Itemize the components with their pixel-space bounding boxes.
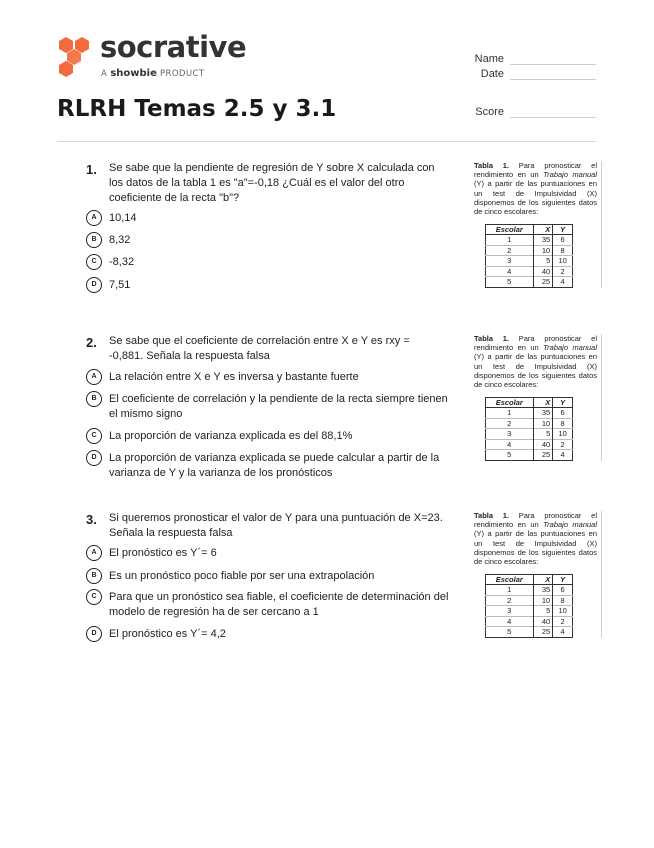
- date-label: Date: [480, 68, 504, 80]
- question-text: Se sabe que la pendiente de regresión de Y sobre X calculada con los datos de la tabla 1 es "a"=-0,18 ¿Cuál es el valor del otro coeficiente de la recta "b"?: [109, 162, 435, 204]
- data-table: [485, 397, 573, 461]
- option-text: El pronóstico es Y´= 6: [109, 547, 217, 559]
- question-text: Se sabe que el coeficiente de correlación entre X e Y es rxy = -0,881. Señala la respuesta falsa: [109, 335, 410, 362]
- option-text: Para que un pronóstico sea fiable, el coeficiente de determinación del modelo de regresión ha de ser cercano a 1: [109, 591, 449, 618]
- option-text: La proporción de varianza explicada es del 88,1%: [109, 430, 353, 442]
- table-row: [486, 418, 573, 429]
- option-bubble-icon[interactable]: D: [86, 626, 102, 642]
- question-number: 2.: [86, 335, 97, 350]
- table-row: [486, 585, 573, 596]
- table-cell: 2: [553, 616, 573, 627]
- table-cell: 4: [553, 450, 573, 461]
- table-cell: 35: [533, 408, 553, 419]
- table-cell: 5: [533, 606, 553, 617]
- table-cell: 5: [533, 429, 553, 440]
- table-cell: 1: [486, 408, 534, 419]
- table-cell: 4: [486, 266, 534, 277]
- table-row: [486, 595, 573, 606]
- option-bubble-icon[interactable]: B: [86, 391, 102, 407]
- option-bubble-icon[interactable]: D: [86, 277, 102, 293]
- name-field[interactable]: [510, 64, 596, 65]
- table-caption: Tabla 1. Para pronosticar el rendimiento en un Trabajo manual (Y) a partir de las puntuaciones en un test de Impulsividad (X) disponemos de los siguientes datos de cinco escolares:: [474, 161, 598, 217]
- table-header-cell: X: [533, 575, 553, 585]
- page-title: RLRH Temas 2.5 y 3.1: [57, 96, 337, 122]
- table-caption: Tabla 1. Para pronosticar el rendimiento en un Trabajo manual (Y) a partir de las puntuaciones en un test de Impulsividad (X) disponemos de los siguientes datos de cinco escolares:: [474, 511, 598, 567]
- table-cell: 2: [486, 245, 534, 256]
- option-text: -8,32: [109, 256, 135, 268]
- table-header-cell: Y: [553, 225, 573, 235]
- brand-name: socrative: [100, 30, 247, 64]
- table-cell: 10: [553, 256, 573, 267]
- table-cell: 4: [486, 616, 534, 627]
- table-header-cell: Escolar: [486, 575, 534, 585]
- table-cell: 25: [533, 450, 553, 461]
- table-cell: 35: [533, 235, 553, 246]
- table-header-cell: X: [533, 225, 553, 235]
- table-cell: 2: [553, 439, 573, 450]
- table-cell: 6: [553, 585, 573, 596]
- table-cell: 3: [486, 256, 534, 267]
- table-header-cell: Y: [553, 398, 573, 408]
- table-cell: 8: [553, 418, 573, 429]
- question-number: 3.: [86, 512, 97, 527]
- table-cell: 10: [553, 429, 573, 440]
- option-bubble-icon[interactable]: C: [86, 254, 102, 270]
- table-row: [486, 256, 573, 267]
- hexagon-cluster-icon: [56, 36, 96, 78]
- table-row: [486, 439, 573, 450]
- table-cell: 4: [486, 439, 534, 450]
- option-bubble-icon[interactable]: C: [86, 589, 102, 605]
- data-table: [485, 574, 573, 638]
- option-bubble-icon[interactable]: B: [86, 232, 102, 248]
- table-cell: 35: [533, 585, 553, 596]
- name-label: Name: [474, 53, 504, 65]
- header-divider: [57, 141, 596, 142]
- table-cell: 5: [486, 627, 534, 638]
- question-text: Si queremos pronosticar el valor de Y para una puntuación de X=23. Señala la respuesta falsa: [109, 512, 443, 539]
- score-label: Score: [475, 106, 504, 118]
- option-text: 10,14: [109, 212, 137, 224]
- table-header-cell: Escolar: [486, 398, 534, 408]
- table-cell: 6: [553, 408, 573, 419]
- question-number: 1.: [86, 162, 97, 177]
- table-row: [486, 450, 573, 461]
- data-table: [485, 224, 573, 288]
- table-cell: 40: [533, 439, 553, 450]
- option-text: Es un pronóstico poco fiable por ser una extrapolación: [109, 570, 375, 582]
- date-field[interactable]: [510, 79, 596, 80]
- option-bubble-icon[interactable]: A: [86, 369, 102, 385]
- option-text: El pronóstico es Y´= 4,2: [109, 628, 226, 640]
- option-text: La proporción de varianza explicada se puede calcular a partir de la varianza de Y y la varianza de los pronósticos: [109, 452, 440, 479]
- option-text: El coeficiente de correlación y la pendiente de la recta siempre tienen el mismo signo: [109, 393, 448, 420]
- table-cell: 40: [533, 616, 553, 627]
- option-bubble-icon[interactable]: A: [86, 210, 102, 226]
- table-cell: 10: [533, 595, 553, 606]
- table-cell: 25: [533, 277, 553, 288]
- table-cell: 40: [533, 266, 553, 277]
- table-cell: 8: [553, 595, 573, 606]
- table-row: [486, 606, 573, 617]
- table-row: [486, 627, 573, 638]
- table-cell: 1: [486, 585, 534, 596]
- table-figure: [474, 511, 602, 638]
- table-cell: 10: [533, 418, 553, 429]
- table-figure: [474, 334, 602, 461]
- table-row: [486, 277, 573, 288]
- table-row: [486, 408, 573, 419]
- table-cell: 8: [553, 245, 573, 256]
- table-cell: 2: [486, 595, 534, 606]
- table-row: [486, 616, 573, 627]
- table-header-cell: Y: [553, 575, 573, 585]
- score-field[interactable]: [510, 117, 596, 118]
- table-cell: 3: [486, 429, 534, 440]
- table-cell: 6: [553, 235, 573, 246]
- table-cell: 4: [553, 627, 573, 638]
- table-cell: 2: [553, 266, 573, 277]
- brand-tagline: A showbie PRODUCT: [101, 68, 205, 79]
- option-bubble-icon[interactable]: B: [86, 568, 102, 584]
- table-cell: 10: [553, 606, 573, 617]
- table-cell: 4: [553, 277, 573, 288]
- option-bubble-icon[interactable]: A: [86, 545, 102, 561]
- table-row: [486, 235, 573, 246]
- table-cell: 5: [486, 450, 534, 461]
- table-caption: Tabla 1. Para pronosticar el rendimiento en un Trabajo manual (Y) a partir de las puntuaciones en un test de Impulsividad (X) disponemos de los siguientes datos de cinco escolares:: [474, 334, 598, 390]
- socrative-logo: [56, 30, 256, 82]
- table-row: [486, 245, 573, 256]
- table-cell: 25: [533, 627, 553, 638]
- table-figure: [474, 161, 602, 288]
- table-header-cell: Escolar: [486, 225, 534, 235]
- table-cell: 5: [486, 277, 534, 288]
- table-row: [486, 429, 573, 440]
- option-bubble-icon[interactable]: D: [86, 450, 102, 466]
- table-row: [486, 266, 573, 277]
- table-cell: 5: [533, 256, 553, 267]
- table-cell: 1: [486, 235, 534, 246]
- option-text: 7,51: [109, 279, 131, 291]
- table-cell: 3: [486, 606, 534, 617]
- table-header-cell: X: [533, 398, 553, 408]
- table-cell: 2: [486, 418, 534, 429]
- table-cell: 10: [533, 245, 553, 256]
- option-text: 8,32: [109, 234, 131, 246]
- option-text: La relación entre X e Y es inversa y bastante fuerte: [109, 371, 359, 383]
- option-bubble-icon[interactable]: C: [86, 428, 102, 444]
